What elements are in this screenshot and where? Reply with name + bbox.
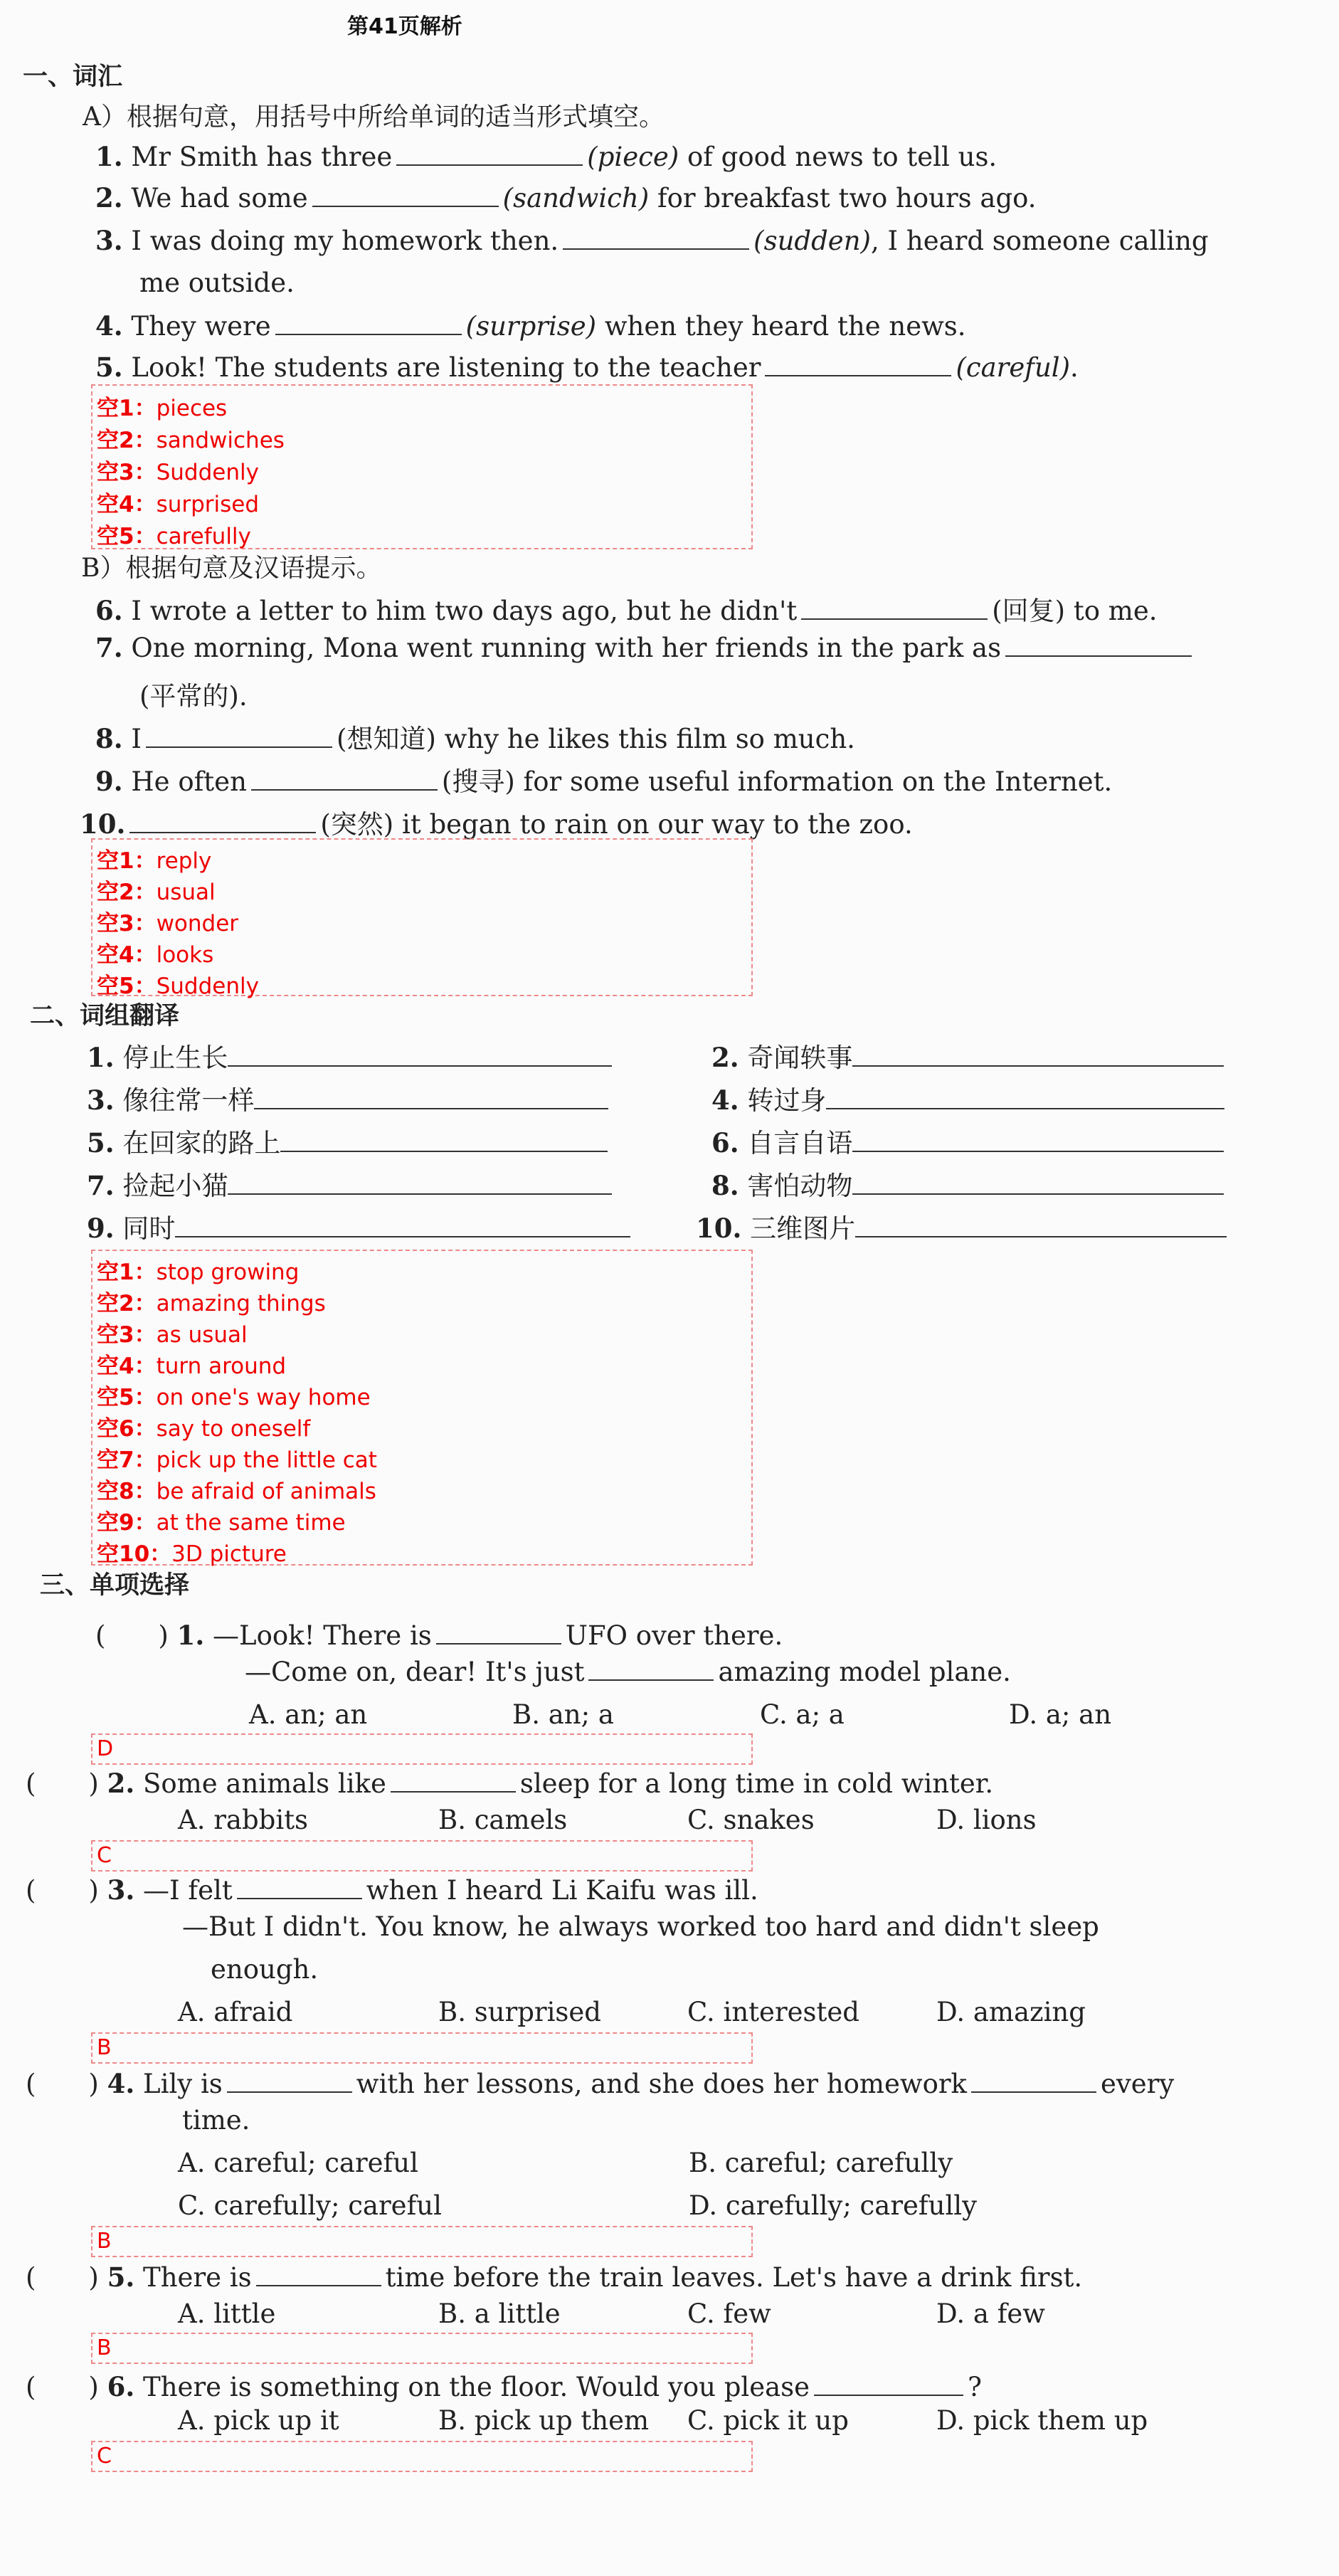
answer-box-q6: C xyxy=(91,2441,753,2472)
answer-line: 空8：be afraid of animals xyxy=(97,1479,376,1504)
mc-question-1-line-2: —Come on, dear! It's just amazing model plane. xyxy=(245,1657,1011,1687)
blank-3[interactable] xyxy=(563,228,749,250)
phrase-item: 10. 三维图片 xyxy=(696,1207,1231,1245)
answer-line: 空4：looks xyxy=(97,942,214,968)
phrase-blank[interactable] xyxy=(855,1216,1227,1237)
answer-line: 空2：amazing things xyxy=(97,1291,326,1316)
blank-8[interactable] xyxy=(146,727,332,748)
option-c[interactable]: C. a; a xyxy=(760,1699,845,1730)
option-d[interactable]: D. lions xyxy=(936,1805,1037,1835)
blank-6[interactable] xyxy=(801,598,988,620)
answer-line: 空3：wonder xyxy=(97,911,239,936)
mc-blank[interactable] xyxy=(256,2265,381,2286)
phrase-item: 8. 害怕动物 xyxy=(711,1164,1228,1203)
answer-box-part-a xyxy=(91,384,753,549)
blank-5[interactable] xyxy=(765,355,951,376)
answer-box-part-b xyxy=(91,838,753,999)
answer-box-q2: C xyxy=(91,1840,753,1872)
phrase-blank[interactable] xyxy=(280,1131,608,1152)
option-a[interactable]: A. afraid xyxy=(178,1997,293,2027)
answer-line: 空5：on one's way home xyxy=(97,1385,371,1410)
answer-line: 空10：3D picture xyxy=(97,1541,287,1567)
question-2: 2. We had some (sandwich) for breakfast two hours ago. xyxy=(95,182,1037,213)
answer-line: 空1：reply xyxy=(97,848,212,874)
option-a[interactable]: A. an; an xyxy=(249,1699,368,1730)
answer-box-q4: B xyxy=(91,2226,753,2257)
question-8: 8. I (想知道) why he likes this film so much. xyxy=(95,723,855,754)
answer-box-q1: D xyxy=(91,1733,753,1765)
answer-line: 空2：sandwiches xyxy=(97,428,285,453)
phrase-item: 3. 像往常一样 xyxy=(87,1079,613,1117)
answer-line: 空5：carefully xyxy=(97,524,251,549)
question-7: 7. One morning, Mona went running with her friends in the park as xyxy=(95,632,1196,663)
option-c[interactable]: C. pick it up xyxy=(687,2405,849,2436)
question-7-continuation: (平常的). xyxy=(139,681,248,712)
question-3: 3. I was doing my homework then. (sudden), I heard someone calling xyxy=(95,225,1209,256)
option-d[interactable]: D. amazing xyxy=(936,1997,1086,2027)
answer-line: 空4：turn around xyxy=(97,1353,287,1379)
phrase-blank[interactable] xyxy=(228,1045,612,1067)
blank-9[interactable] xyxy=(251,769,438,791)
answer-line: 空5：Suddenly xyxy=(97,973,259,999)
phrase-blank[interactable] xyxy=(852,1173,1224,1195)
phrase-item: 6. 自言自语 xyxy=(711,1121,1228,1160)
mc-blank[interactable] xyxy=(588,1659,714,1681)
phrase-blank[interactable] xyxy=(826,1088,1224,1109)
option-b[interactable]: B. an; a xyxy=(512,1699,614,1730)
option-b[interactable]: B. pick up them xyxy=(438,2405,650,2436)
option-a[interactable]: A. little xyxy=(178,2298,276,2329)
question-4: 4. They were (surprise) when they heard the news. xyxy=(95,310,966,342)
option-a[interactable]: A. rabbits xyxy=(178,1805,309,1835)
mc-blank[interactable] xyxy=(971,2071,1096,2093)
blank-4[interactable] xyxy=(275,314,462,335)
answer-line: 空3：Suddenly xyxy=(97,460,259,485)
option-c[interactable]: C. snakes xyxy=(687,1805,815,1835)
mc-question-3-line-2: —But I didn't. You know, he always worked too hard and didn't sleep xyxy=(182,1911,1099,1942)
phrase-blank[interactable] xyxy=(852,1045,1224,1067)
blank-1[interactable] xyxy=(396,144,583,166)
mc-blank[interactable] xyxy=(814,2375,963,2396)
question-10: 10. (突然) it began to rain on our way to the zoo. xyxy=(80,808,913,840)
option-b[interactable]: B. surprised xyxy=(438,1997,601,2027)
answer-line: 空7：pick up the little cat xyxy=(97,1447,377,1473)
answer-line: 空9：at the same time xyxy=(97,1510,346,1536)
phrase-item: 2. 奇闻轶事 xyxy=(711,1036,1228,1075)
phrase-item: 7. 捡起小猫 xyxy=(87,1164,616,1203)
option-d[interactable]: D. a; an xyxy=(1009,1699,1112,1730)
phrase-blank[interactable] xyxy=(254,1088,608,1109)
part-a-title: A）根据句意，用括号中所给单词的适当形式填空。 xyxy=(83,102,665,132)
mc-question-2: ( ) 2. Some animals like sleep for a long time in cold winter. xyxy=(26,1768,994,1799)
phrase-item: 1. 停止生长 xyxy=(87,1036,616,1075)
option-b[interactable]: B. camels xyxy=(438,1805,568,1835)
mc-blank[interactable] xyxy=(436,1623,561,1645)
answer-line: 空4：surprised xyxy=(97,492,260,517)
mc-question-4: ( ) 4. Lily is with her lessons, and she does her homework every xyxy=(26,2068,1175,2099)
mc-question-1: ( ) 1. —Look! There is UFO over there. xyxy=(95,1620,783,1651)
answer-box-q3: B xyxy=(91,2032,753,2064)
phrase-item: 4. 转过身 xyxy=(711,1079,1229,1117)
section-3-title: 三、单项选择 xyxy=(40,1571,190,1600)
page-title: 第41页解析 xyxy=(347,14,462,39)
mc-blank[interactable] xyxy=(391,1771,516,1793)
option-d[interactable]: D. carefully; carefully xyxy=(689,2190,978,2221)
option-b[interactable]: B. a little xyxy=(438,2298,561,2329)
mc-question-3: ( ) 3. —I felt when I heard Li Kaifu was ill. xyxy=(26,1874,758,1906)
section-2-title: 二、词组翻译 xyxy=(30,1002,180,1030)
question-6: 6. I wrote a letter to him two days ago, but he didn't (回复) to me. xyxy=(95,595,1158,626)
answer-line: 空6：say to oneself xyxy=(97,1416,311,1442)
answer-line: 空3：as usual xyxy=(97,1322,248,1348)
blank-7[interactable] xyxy=(1005,635,1192,657)
answer-box-section-2 xyxy=(91,1250,753,1566)
section-1-title: 一、词汇 xyxy=(23,63,123,91)
option-c[interactable]: C. interested xyxy=(687,1997,859,2027)
mc-question-4-line-2: time. xyxy=(182,2105,250,2136)
mc-question-5: ( ) 5. There is time before the train leaves. Let's have a drink first. xyxy=(26,2261,1083,2293)
option-c[interactable]: C. carefully; careful xyxy=(178,2190,442,2221)
phrase-blank[interactable] xyxy=(228,1173,612,1195)
option-c[interactable]: C. few xyxy=(687,2298,771,2329)
question-9: 9. He often (搜寻) for some useful information on the Internet. xyxy=(95,766,1113,797)
answer-line: 空1：pieces xyxy=(97,396,228,421)
option-b[interactable]: B. careful; carefully xyxy=(689,2148,953,2178)
phrase-item: 5. 在回家的路上 xyxy=(87,1121,612,1160)
option-a[interactable]: A. careful; careful xyxy=(178,2148,418,2178)
mc-blank[interactable] xyxy=(227,2071,352,2093)
mc-question-6: ( ) 6. There is something on the floor. Would you please ? xyxy=(26,2371,982,2402)
phrase-blank[interactable] xyxy=(852,1131,1224,1152)
blank-10[interactable] xyxy=(129,812,316,833)
part-b-title: B）根据句意及汉语提示。 xyxy=(81,554,382,583)
answer-line: 空1：stop growing xyxy=(97,1260,300,1285)
question-5: 5. Look! The students are listening to the teacher (careful). xyxy=(95,352,1079,383)
phrase-blank[interactable] xyxy=(175,1216,630,1237)
option-d[interactable]: D. a few xyxy=(936,2298,1045,2329)
phrase-item: 9. 同时 xyxy=(87,1207,635,1245)
mc-blank[interactable] xyxy=(237,1878,362,1899)
mc-question-3-line-3: enough. xyxy=(211,1954,319,1985)
question-1: 1. Mr Smith has three (piece) of good news to tell us. xyxy=(95,141,997,172)
answer-box-q5: B xyxy=(91,2333,753,2364)
option-d[interactable]: D. pick them up xyxy=(936,2405,1148,2436)
answer-line: 空2：usual xyxy=(97,880,216,905)
option-a[interactable]: A. pick up it xyxy=(178,2405,339,2436)
blank-2[interactable] xyxy=(312,186,499,207)
question-3-continuation: me outside. xyxy=(139,268,295,298)
